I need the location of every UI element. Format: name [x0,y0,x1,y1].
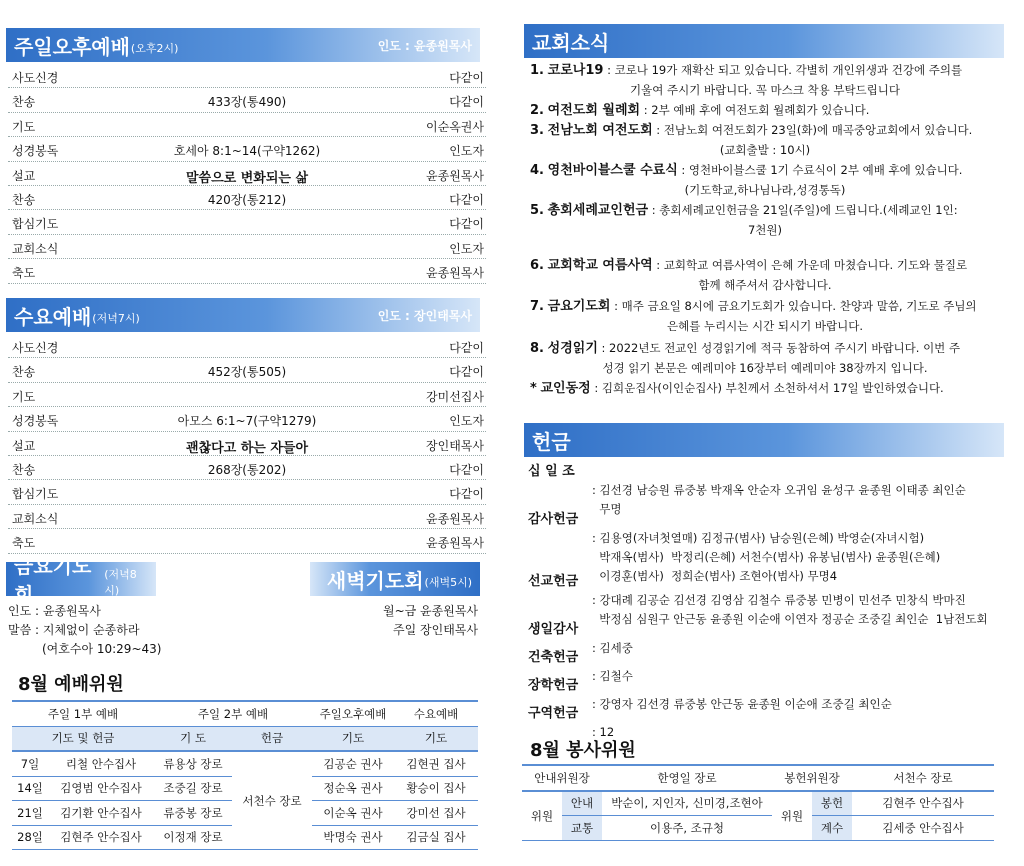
news-title: 교회소식 [532,30,610,55]
order-person: 다같이 [449,341,484,355]
order-item: 성경봉독 [12,414,59,429]
news-head: 교인동정 [540,381,591,396]
news-head: 성경읽기 [547,341,598,356]
friday-title: 금요기도회 [14,554,92,607]
offering-line: 박재옥(범사) 박정리(은혜) 서천수(범사) 유봉님(범사) 윤종원(은혜) [592,550,941,564]
sunday-pm-order [8,64,486,284]
order-item: 교회소식 [12,511,59,526]
order-person: 윤종원목사 [426,266,484,281]
order-row [8,432,486,456]
offering-title: 헌금 [532,429,571,454]
order-person: 다같이 [449,71,484,85]
order-item: 사도신경 [12,71,59,85]
order-row [8,210,486,234]
order-person: 인도자 [449,144,484,159]
offering-header [524,423,1004,457]
col-sunday1: 주일 1부 예배 [12,701,154,726]
order-content: 452장(통505) [207,365,287,380]
news-head: 영천바이블스쿨 수료식 [547,163,678,178]
order-person: 강미선집사 [426,389,484,404]
news-cont: 기울여 주시기 바랍니다. 꼭 마스크 착용 부탁드립니다 [630,83,900,97]
news-text: : 2022년도 전교인 성경읽기에 적극 동참하여 주시기 바랍니다. 이번 주 [601,341,961,355]
news-no: 2. [530,103,544,118]
order-item: 설교 [12,438,36,453]
order-row [8,137,486,161]
order-person: 인도자 [449,414,484,429]
offering-head: 생일감사 [528,622,579,637]
order-person: 다같이 [449,462,484,477]
offering-head: 십 일 조 [528,464,575,479]
order-person: 다같이 [449,487,484,502]
news-cont: 은혜를 누리시는 시간 되시기 바랍니다. [666,319,864,333]
order-content: 호세아 8:1~14(구약1262) [173,144,321,159]
table-row: 위원 안내 박순이, 지인자, 신미경,조현아 위원 봉헌 김현주 안수집사 [522,791,994,816]
news-head: 금요기도회 [547,299,611,314]
friday-verse: (여호수아 10:29~43) [42,642,162,656]
order-item: 교회소식 [12,241,59,256]
friday-leader: 인도 : 윤종원목사 [8,604,101,618]
col-wednesday: 수요예배 [394,701,478,726]
order-content: 420장(통212) [207,192,287,207]
offering-line: : 12 [592,725,615,739]
dawn-title: 새벽기도회 [326,568,424,593]
offering-head: 장학헌금 [528,678,579,693]
sub-prayer-offering: 기도 및 헌금 [12,726,154,751]
order-row [8,358,486,382]
order-item: 축도 [12,536,36,551]
offering-head: 선교헌금 [528,574,579,589]
news-item [530,160,1000,200]
order-person: 윤종원목사 [426,511,484,526]
news-head: 코로나19 [547,63,604,78]
offering-head: 감사헌금 [528,512,579,527]
table-row: 21일 김기환 안수집사 류중봉 장로 이순옥 권사 강미선 집사 [12,801,478,826]
friday-header [6,554,156,607]
news-no: 6. [530,258,544,273]
order-person: 다같이 [449,365,484,380]
news-text: : 영천바이블스쿨 1기 수료식이 2부 예배 후에 있습니다. [681,163,963,177]
wednesday-title: 수요예배 [14,304,92,329]
offering-line: 무명 [592,502,622,516]
order-item: 합심기도 [12,487,59,502]
offering-line: : 김선경 남승원 류중봉 박재옥 안순자 오귀임 윤성구 윤종원 이태종 최인순 [592,483,966,497]
offering-head: 구역헌금 [528,706,579,721]
order-content: 268장(통202) [207,462,287,477]
order-item: 기도 [12,119,36,134]
order-content: 아모스 6:1~7(구약1279) [177,414,317,429]
order-row [8,383,486,407]
news-head: 여전도회 월례회 [547,103,641,118]
order-person: 윤종원목사 [426,536,484,551]
wednesday-time: (저녁7시) [92,312,140,325]
sub-prayer-pm: 기도 [312,726,394,751]
dawn-header [310,562,480,596]
offering-line: 박정심 심원구 안근동 윤종원 이순애 이연자 정공순 조중길 최인순 1남전도회 [592,612,988,626]
order-person: 다같이 [449,95,484,110]
news-text: : 코로나 19가 재확산 되고 있습니다. 각별히 개인위생과 건강에 주의를 [607,63,963,77]
order-item: 축도 [12,266,36,281]
news-no: 3. [530,123,544,138]
wednesday-leader: 인도 : 장인태목사 [377,308,472,323]
order-person: 윤종원목사 [426,168,484,183]
dawn-line1: 월~금 윤종원목사 [382,604,478,618]
news-head: 총회세례교인헌금 [547,203,649,218]
order-row [8,259,486,283]
order-row [8,162,486,186]
order-person: 인도자 [449,241,484,256]
order-item: 찬송 [12,95,36,110]
wednesday-header [6,298,480,332]
col-sundaypm: 주일오후예배 [312,701,394,726]
news-text: : 총회세례교인헌금을 21일(주일)에 드립니다.(세례교인 1인: [651,203,958,217]
news-cont: 7천원) [747,223,783,237]
order-row [8,186,486,210]
order-row [8,113,486,137]
order-row [8,88,486,112]
order-item: 찬송 [12,462,36,477]
aug-service-table: 안내위원장 한영일 장로 봉헌위원장 서천수 장로 위원 안내 박순이, 지인자, 신미경,조현아 위원 봉헌 김현주 안수집사 교통 이용주, 조규청 계수 김세중 안수집사 [522,764,994,841]
offering-item [528,676,998,711]
order-item: 사도신경 [12,341,59,355]
news-no: 5. [530,203,544,218]
table-row: 14일 김영범 안수집사 조중길 장로 정순옥 권사 황승이 집사 [12,776,478,801]
order-person: 다같이 [449,192,484,207]
order-item: 합심기도 [12,217,59,232]
news-header [524,24,1004,58]
sunday-pm-title: 주일오후예배 [14,34,130,59]
news-item [530,338,1000,378]
news-no: 8. [530,341,544,356]
order-row [8,456,486,480]
order-row [8,64,486,88]
offering-cell: 서천수 장로 [232,751,312,850]
news-no: 1. [530,63,544,78]
order-person: 이순옥권사 [426,119,484,134]
sunday-pm-time: (오후2시) [130,42,179,55]
offering-item [528,620,998,655]
news-item [530,100,1000,121]
news-text: : 매주 금요일 8시에 금요기도회가 있습니다. 찬양과 말씀, 기도로 주님의 [614,299,977,313]
news-head: 교회학교 여름사역 [547,258,653,273]
offering-item [528,572,998,626]
offering-item [528,462,998,516]
order-person: 다같이 [449,217,484,232]
news-no: 7. [530,299,544,314]
news-cont: 함께 해주셔서 감사합니다. [698,278,832,292]
aug-worship-table [12,700,478,850]
news-item [530,255,1000,295]
order-row [8,480,486,504]
news-text: : 교회학교 여름사역이 은혜 가운데 마쳤습니다. 기도와 물질로 [656,258,968,272]
news-item [530,120,1000,160]
order-item: 성경봉독 [12,144,59,159]
aug-service-title: 8월 봉사위원 [530,740,636,761]
order-item: 기도 [12,389,36,404]
news-head: 전남노회 여전도회 [547,123,653,138]
offering-line: : 김철수 [592,669,633,683]
offering-line: : 김용영(자녀첫열매) 김정규(범사) 남승원(은혜) 박영순(자녀시험) [592,531,925,545]
order-content: 433장(통490) [207,95,287,110]
friday-message: 말씀 : 지체없이 순종하라 [8,623,140,637]
sub-offering: 헌금 [232,726,312,751]
order-row [8,334,486,358]
order-item: 찬송 [12,365,36,380]
news-item [530,200,1000,240]
news-item [530,296,1000,336]
dawn-time: (새벽5시) [424,576,472,589]
friday-time: (저녁8시) [104,568,137,597]
order-person: 장인태목사 [426,438,484,453]
aug-worship-title: 8월 예배위원 [18,674,124,695]
news-cont: 성경 읽기 본문은 예레미야 16장부터 예레미야 38장까지 입니다. [602,361,928,375]
order-item: 찬송 [12,192,36,207]
order-row [8,407,486,431]
news-text: : 전남노회 여전도회가 23일(화)에 매곡중앙교회에서 있습니다. [656,123,973,137]
news-text: : 김희운집사(이인순집사) 부친께서 소천하셔서 17일 발인하였습니다. [594,381,944,395]
order-item: 설교 [12,168,36,183]
offering-line: : 강영자 김선경 류중봉 안근동 윤종원 이순애 조중길 최인순 [592,697,892,711]
offering-head: 건축헌금 [528,650,579,665]
news-no: * [530,381,537,396]
offering-line: : 강대례 김공순 김선경 김영삼 김철수 류중봉 민병이 민선주 민창식 박마진 [592,593,966,607]
order-content: 말씀으로 변화되는 삶 [185,170,309,186]
news-text: : 2부 예배 후에 여전도회 월례회가 있습니다. [643,103,870,117]
news-cont: (교회출발 : 10시) [719,143,811,157]
offering-line: 이경훈(범사) 정희순(범사) 조현아(범사) 무명4 [592,569,838,583]
col-sunday2: 주일 2부 예배 [154,701,312,726]
order-content: 괜찮다고 하는 자들아 [185,440,309,456]
news-item [530,378,1000,399]
sub-prayer: 기 도 [154,726,232,751]
news-cont: (기도학교,하나님나라,성경통독) [684,183,846,197]
wednesday-order [8,334,486,554]
offering-line: : 김세중 [592,641,633,655]
sunday-pm-header [6,28,480,62]
order-row [8,505,486,529]
offering-item [528,704,998,739]
news-item [530,60,1000,100]
news-no: 4. [530,163,544,178]
order-row [8,235,486,259]
offering-item [528,648,998,683]
sub-prayer-wed: 기도 [394,726,478,751]
table-row: 7일 리철 안수집사 류용상 장로 서천수 장로 김공순 권사 김현권 집사 [12,751,478,776]
table-row: 교통 이용주, 조규청 계수 김세중 안수집사 [522,816,994,841]
sunday-pm-leader: 인도 : 윤종원목사 [377,38,472,53]
table-row: 28일 김현주 안수집사 이정재 장로 박명숙 권사 김금실 집사 [12,825,478,850]
dawn-line2: 주일 장인태목사 [393,623,478,637]
